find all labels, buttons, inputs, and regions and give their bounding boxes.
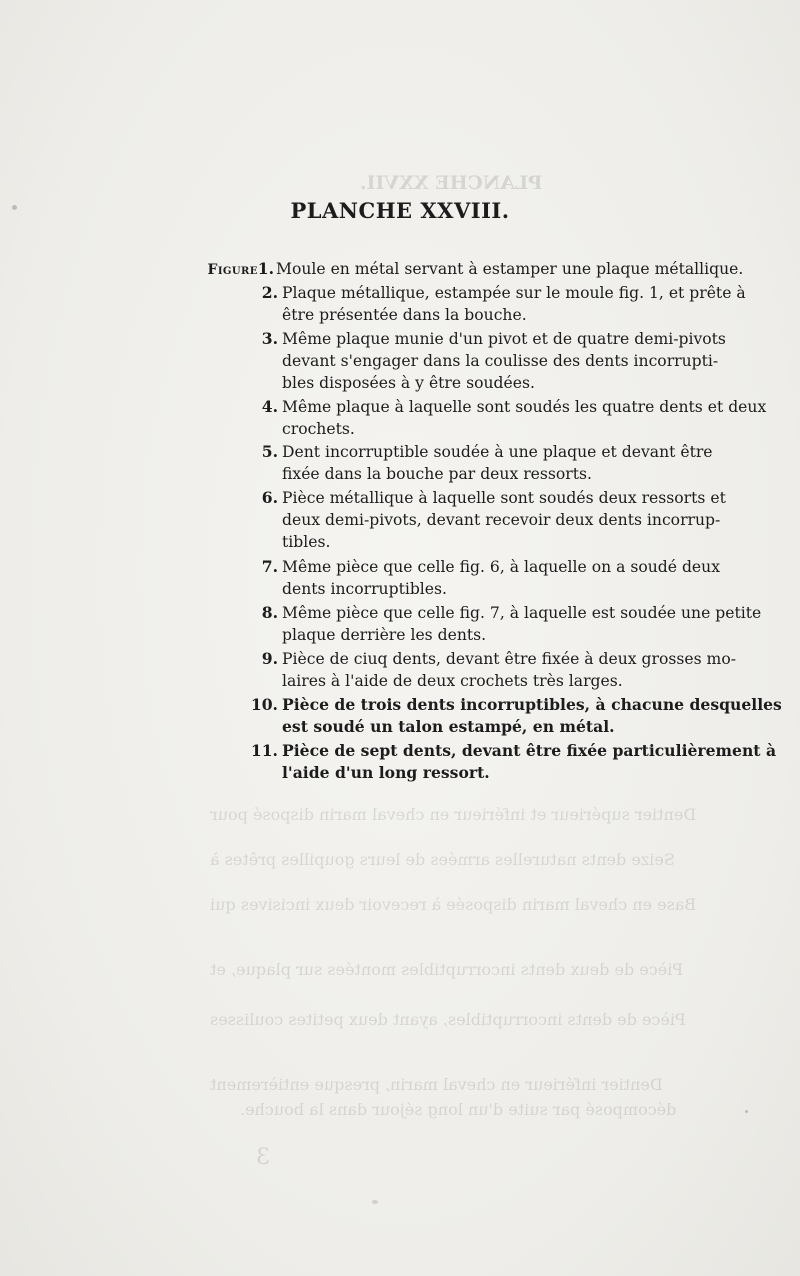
figure-caption-line: crochets. (282, 420, 355, 438)
figure-caption-line: devant s'engager dans la coulisse des dents incorrupti- (282, 352, 719, 370)
figure-caption-line: Même plaque munie d'un pivot et de quatre demi-pivots (282, 330, 726, 348)
figure-caption-line: plaque derrière les dents. (282, 626, 487, 644)
figure-number: 8. (261, 603, 278, 622)
figure-caption-line: tibles. (282, 533, 331, 551)
show-through-line: Seize dents naturelles armées de leurs goupilles prêtes à (210, 850, 675, 869)
figure-caption-line: deux demi-pivots, devant recevoir deux dents incorrup- (282, 511, 721, 529)
figure-caption-line: Pièce de ciuq dents, devant être fixée à deux grosses mo- (282, 650, 736, 668)
show-through-line: Dentier supérieur et inférieur en cheval marin disposé pour (210, 805, 697, 824)
show-through-page-number: 3 (256, 1145, 270, 1170)
figure-caption-line: Moule en métal servant à estamper une plaque métallique. (276, 260, 744, 278)
figure-item-3 (190, 328, 768, 394)
figure-caption-line: est soudé un talon estampé, en métal. (282, 717, 615, 736)
figure-item-1 (190, 258, 768, 281)
figure-number: 6. (261, 488, 278, 507)
figure-number: 7. (261, 557, 278, 576)
figure-caption-line: Pièce métallique à laquelle sont soudés deux ressorts et (282, 489, 726, 507)
figure-item-2 (190, 282, 768, 326)
figure-number: 4. (261, 397, 278, 416)
figure-item-11 (190, 740, 777, 784)
figure-caption-line: l'aide d'un long ressort. (282, 763, 490, 782)
figure-number: 9. (261, 649, 278, 668)
figure-caption-line: Même plaque à laquelle sont soudés les quatre dents et deux (282, 398, 767, 416)
figure-label: Figure (207, 262, 258, 278)
figure-caption-line: Dent incorruptible soudée à une plaque et devant être (282, 443, 713, 461)
figure-number: 2. (261, 283, 278, 302)
figure-number: 10. (250, 695, 278, 714)
figure-caption-line: Pièce de trois dents incorruptibles, à chacune desquelles (282, 695, 782, 714)
figure-item-5 (190, 441, 768, 485)
figure-caption-line: laires à l'aide de deux crochets très larges. (282, 672, 623, 690)
figure-number: Figure1. (207, 259, 274, 278)
figure-caption-line: dents incorruptibles. (282, 580, 447, 598)
figure-item-8 (190, 602, 768, 646)
figure-item-6 (190, 487, 768, 553)
show-through-line: Pièce de deux dents incorruptibles montées sur plaque, et (210, 960, 684, 979)
figure-item-10 (190, 694, 782, 738)
figure-number: 3. (261, 329, 278, 348)
figure-caption-line: Pièce de sept dents, devant être fixée particulièrement à (282, 741, 777, 760)
figure-caption-line: Même pièce que celle fig. 6, à laquelle on a soudé deux (282, 558, 720, 576)
figure-item-9 (190, 648, 768, 692)
paper-speck (745, 1110, 748, 1113)
figure-caption-line: fixée dans la bouche par deux ressorts. (282, 465, 592, 483)
show-through-line: décomposé par suite d'un long séjour dans la bouche. (240, 1100, 677, 1119)
figure-caption-line: bles disposées à y être soudées. (282, 374, 535, 392)
figure-caption-line: Même pièce que celle fig. 7, à laquelle est soudée une petite (282, 604, 762, 622)
figure-item-4 (190, 396, 768, 440)
paper-speck (372, 1200, 378, 1204)
show-through-line: Dentier inférieur en cheval marin, presque entièrement (210, 1075, 663, 1094)
figure-item-7 (190, 556, 768, 600)
page-title: PLANCHE XXVIII. (290, 198, 510, 223)
show-through-line: Base en cheval marin disposée à recevoir deux incisives qui (210, 895, 697, 914)
show-through-title: PLANCHE XXVII. (360, 172, 543, 194)
figure-number: 5. (261, 442, 278, 461)
figure-caption-line: être présentée dans la bouche. (282, 306, 527, 324)
figure-number: 11. (250, 741, 278, 760)
figure-caption-line: Plaque métallique, estampée sur le moule fig. 1, et prête à (282, 284, 746, 302)
show-through-line: Pièce de dents incorruptibles, ayant deux petites coulisses (210, 1010, 686, 1029)
